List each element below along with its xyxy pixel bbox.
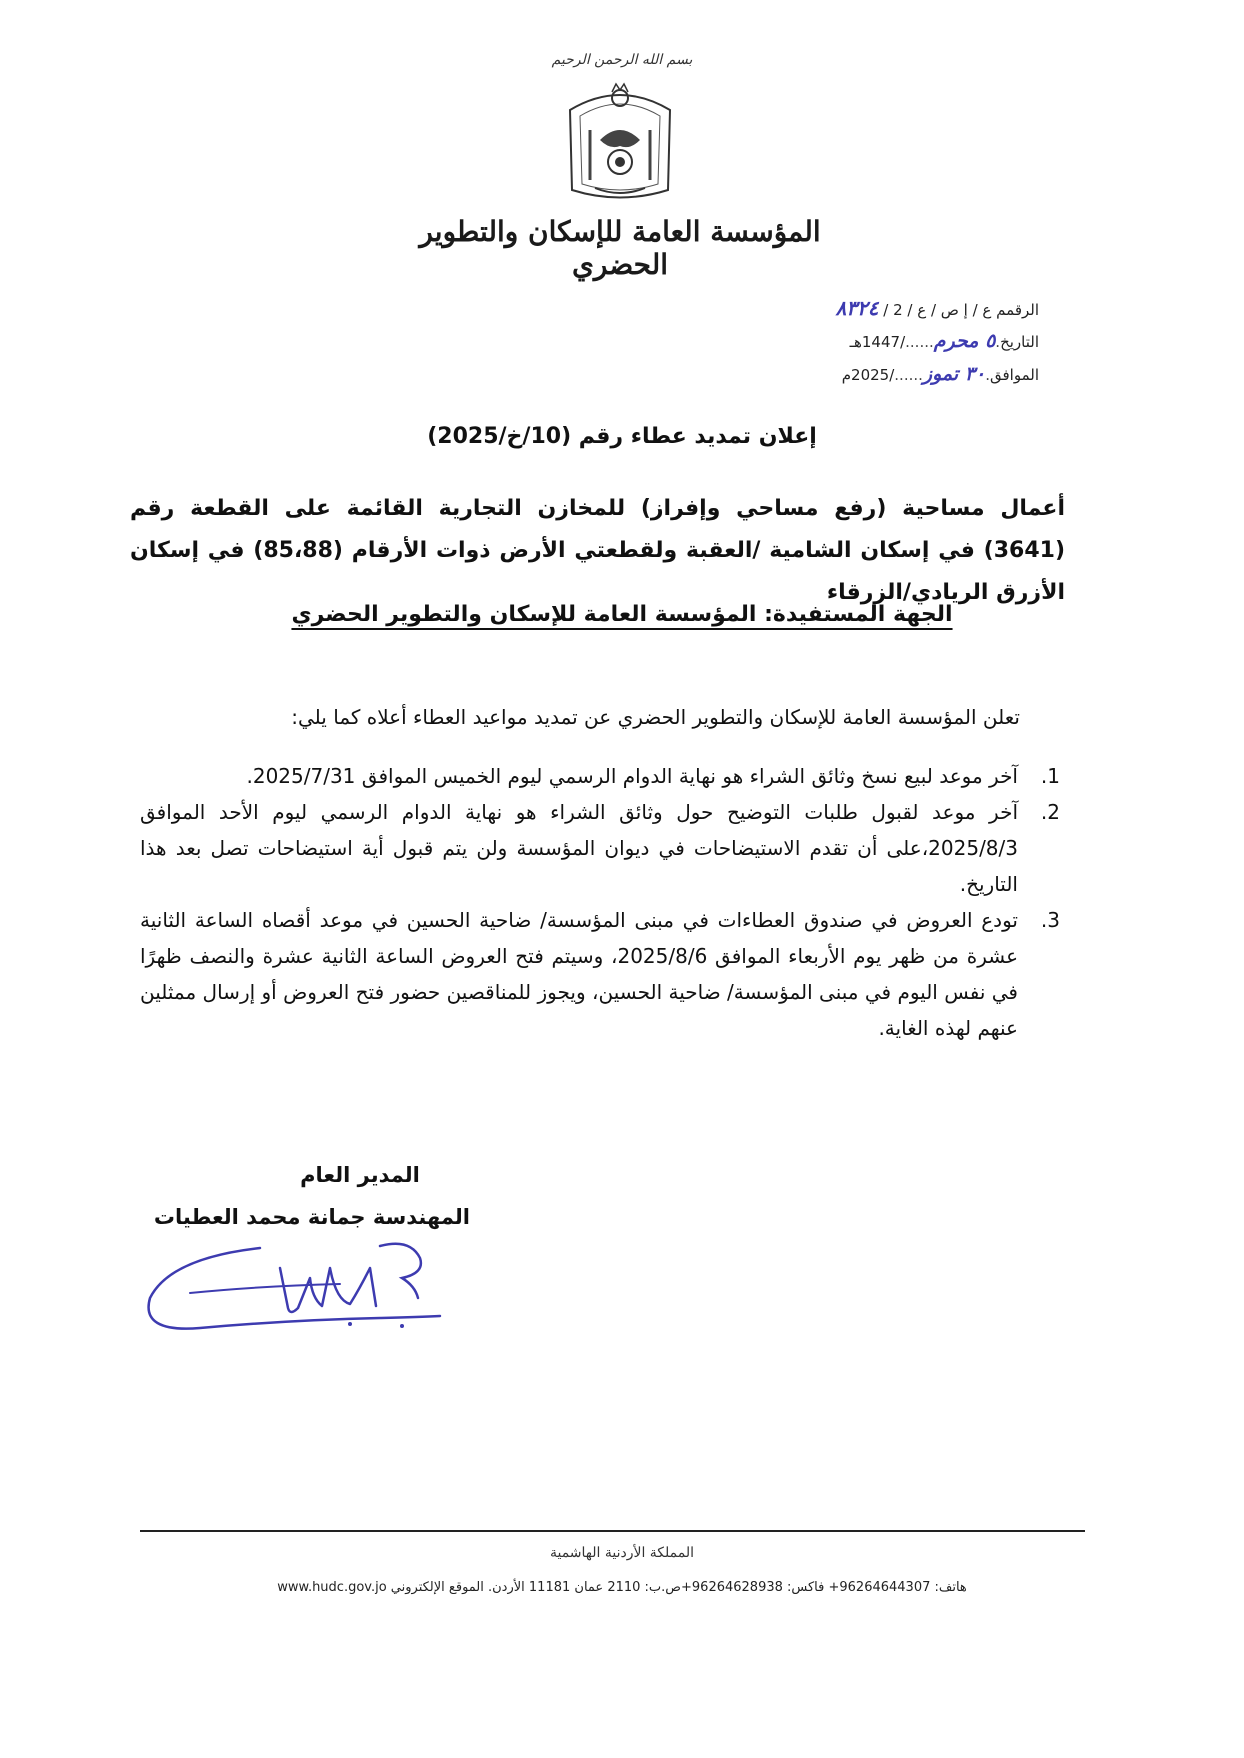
reference-corresponding: الموافق.٣٠ تموز....../2025م [841, 363, 1039, 385]
footer-divider [140, 1530, 1085, 1532]
reference-number-value: م ع / إ ص / ع / 2 / [883, 301, 1007, 319]
reference-number-handwritten: ٨٣٢٤ [835, 296, 879, 320]
footer-country: المملكة الأردنية الهاشمية [549, 1545, 695, 1561]
signatory-name: المهندسة جمانة محمد العطيات [153, 1205, 470, 1229]
signatory-title: المدير العام [300, 1163, 420, 1187]
list-item-number: 3. [1040, 908, 1060, 932]
reference-corresponding-label: الموافق [989, 366, 1039, 384]
schedule-list [140, 758, 1060, 1046]
list-item [140, 758, 1060, 794]
announcement-intro: تعلن المؤسسة العامة للإسكان والتطوير الحضري عن تمديد مواعيد العطاء أعلاه كما يلي: [291, 705, 1020, 729]
organization-name: المؤسسة العامة للإسكان والتطوير الحضري [419, 215, 821, 281]
list-item-text: تودع العروض في صندوق العطاءات في مبنى المؤسسة/ ضاحية الحسين في موعد أقصاه الساعة الثانية عشرة من ظهر يوم الأربعاء الموافق 2025/8/6، وسيتم فتح العروض الساعة الثانية عشرة والنصف ظهرًا في نفس اليوم في مبنى المؤسسة/ ضاحية الحسين، ويجوز للمناقصين حضور فتح العروض أو إرسال ممثلين عنهم لهذه الغاية. [140, 908, 1019, 1040]
reference-date: التاريخ.٥ محرم....../1447هـ [849, 330, 1039, 352]
reference-date-label: التاريخ [1000, 333, 1039, 351]
list-item-text: آخر موعد لقبول طلبات التوضيح حول وثائق الشراء هو نهاية الدوام الرسمي ليوم الأحد الموافق 2025/8/3،على أن تقدم الاستيضاحات في ديوان المؤسسة ولن يتم قبول أية استيضاحات تصل بعد هذا التاريخ. [140, 800, 1018, 896]
reference-date-value: /1447هـ [849, 333, 906, 351]
announcement-subject: أعمال مساحية (رفع مساحي وإفراز) للمخازن التجارية القائمة على القطعة رقم (3641) في إسكان الشامية /العقبة ولقطعتي الأرض ذوات الأرقام (85،88) في إسكان الأزرق الريادي/الزرقاء [130, 496, 1066, 605]
handwritten-signature-icon [140, 1228, 450, 1353]
list-item-number: 1. [1040, 764, 1060, 788]
announcement-title: إعلان تمديد عطاء رقم (10/خ/2025) [427, 424, 817, 449]
list-item-text: آخر موعد لبيع نسخ وثائق الشراء هو نهاية الدوام الرسمي ليوم الخميس الموافق 2025/7/31. [246, 764, 1018, 788]
list-item [140, 902, 1060, 1046]
list-item [140, 794, 1060, 902]
reference-number-label: الرقم [1006, 301, 1039, 319]
beneficiary-line [0, 602, 1244, 627]
footer-contact: هاتف: 96264644307+ فاكس: 96264628938+ص.ب: 2110 عمان 11181 الأردن. الموقع الإلكتروني www.hudc.gov.jo [277, 1580, 967, 1595]
reference-corresponding-handwritten: ٣٠ تموز [922, 363, 986, 385]
beneficiary-text: الجهة المستفيدة: المؤسسة العامة للإسكان والتطوير الحضري [291, 602, 953, 627]
reference-date-handwritten: ٥ محرم [933, 330, 996, 352]
reference-number [836, 296, 1039, 320]
jordan-coat-of-arms-icon [550, 80, 690, 205]
reference-corresponding-value: /2025م [841, 366, 895, 384]
basmala-text: بسم الله الرحمن الرحيم [551, 52, 693, 68]
list-item-number: 2. [1040, 800, 1060, 824]
